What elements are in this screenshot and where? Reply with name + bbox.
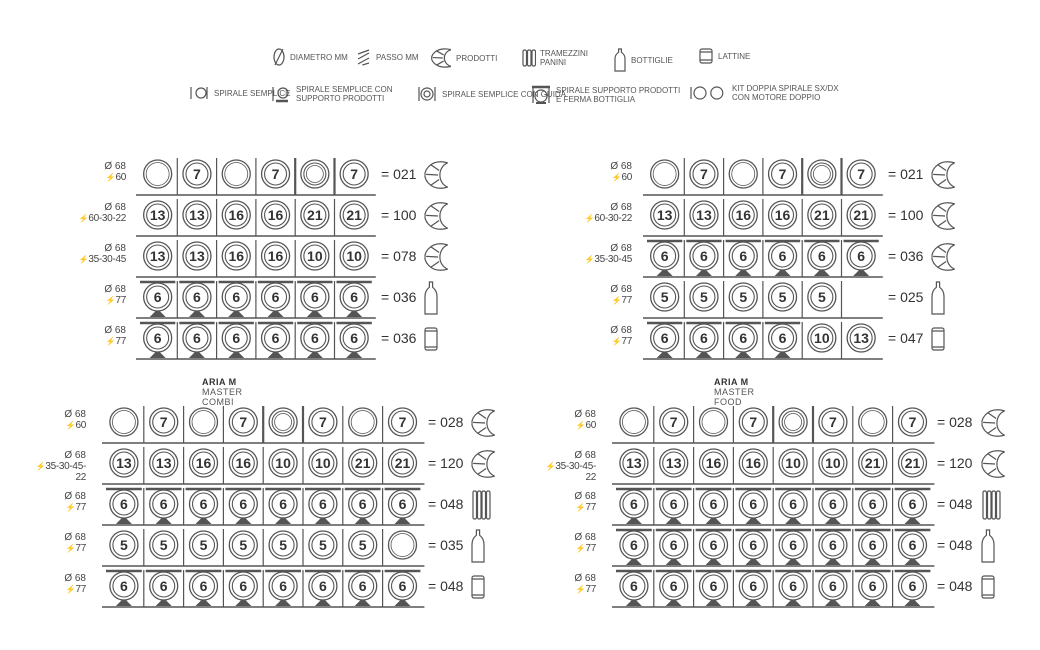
spiral-count: 6 [630, 537, 638, 553]
pitch-value: ⚡35-30-45-22 [35, 461, 86, 483]
pitch-value: ⚡35-30-45-22 [545, 461, 596, 483]
spiral-count: 6 [239, 496, 248, 512]
spiral-count: 6 [193, 330, 201, 346]
spiral-count: 6 [709, 496, 718, 512]
spiral-count: 6 [310, 330, 319, 346]
spiral-cell [694, 529, 732, 566]
pitch-icon: ⚡ [611, 296, 622, 305]
legend-label: SPIRALE SUPPORTO PRODOTTI E FERMA BOTTIGLIA [556, 86, 681, 104]
spiral-count: 6 [868, 578, 877, 594]
pitch-icon: ⚡ [65, 585, 76, 594]
legend-label: SPIRALE SEMPLICE CON GUIDA [442, 89, 567, 99]
spiral-count: 7 [271, 166, 280, 182]
row-total: = 036 [381, 289, 417, 305]
pitch-value: ⚡60 [105, 172, 126, 183]
row-label [536, 491, 596, 513]
spiral-count: 6 [398, 578, 407, 594]
spiral-count: 6 [817, 248, 826, 264]
spiral-cell [654, 488, 692, 525]
row-total: = 036 [888, 248, 924, 264]
diameter-value: Ø 68 [610, 284, 632, 295]
row-total: = 047 [888, 330, 924, 346]
diameter-value: Ø 68 [610, 161, 632, 172]
diameter-value: Ø 68 [610, 202, 632, 213]
spiral-cell [893, 447, 927, 484]
spiral-cell [813, 570, 851, 607]
spiral-count: 5 [700, 289, 708, 305]
spiral-count: 7 [159, 414, 168, 430]
spiral-count: 16 [745, 455, 762, 471]
spiral-count: 6 [310, 289, 319, 305]
spiral-count: 6 [398, 496, 407, 512]
row-label [536, 409, 596, 431]
spiral-count: 6 [271, 330, 280, 346]
spiral-count: 5 [120, 537, 128, 553]
spiral-count: 6 [193, 289, 201, 305]
spiral-count: 5 [660, 289, 669, 305]
pitch-icon: ⚡ [78, 214, 89, 223]
spiral-cell [773, 406, 807, 443]
spiral-count: 13 [665, 455, 682, 471]
spiral-cell [733, 447, 767, 484]
spiral-cell [813, 447, 847, 484]
spiral-count: 16 [735, 207, 752, 223]
spiral-count: 16 [267, 248, 284, 264]
spiral-count: 7 [319, 414, 327, 430]
row-total: = 028 [428, 414, 464, 430]
spiral-count: 6 [749, 537, 758, 553]
spiral-cell [694, 447, 728, 484]
pitch-value: ⚡77 [575, 584, 596, 595]
pitch-value: ⚡77 [105, 336, 126, 347]
spiral-count: 6 [700, 248, 708, 264]
spiral-cell [813, 529, 851, 566]
spiral-cell [893, 488, 931, 525]
diameter-value: Ø 68 [64, 491, 86, 502]
spiral-count: 6 [120, 578, 128, 594]
spiral-cell [620, 408, 648, 436]
legend-label: SPIRALE SEMPLICE CON SUPPORTO PRODOTTI [296, 85, 393, 103]
spiral-count: 7 [857, 166, 866, 182]
spiral-cell [813, 488, 851, 525]
spiral-count: 13 [626, 455, 642, 471]
spiral-cell [654, 447, 688, 484]
row-total: = 048 [937, 578, 973, 594]
spiral-count: 5 [199, 537, 208, 553]
diameter-value: Ø 68 [64, 450, 86, 461]
spiral-count: 21 [864, 455, 881, 471]
spiral-count: 6 [789, 537, 797, 553]
row-label [536, 532, 596, 554]
legend-label: DIAMETRO MM [290, 52, 348, 62]
pitch-value: ⚡60-30-22 [584, 213, 632, 224]
spiral-count: 6 [857, 248, 866, 264]
spiral-count: 6 [829, 578, 837, 594]
row-label [536, 573, 596, 595]
spiral-count: 13 [155, 455, 172, 471]
product-bottle [980, 528, 996, 569]
spiral-count: 6 [669, 496, 678, 512]
spiral-count: 6 [789, 578, 797, 594]
spiral-cell [893, 570, 931, 607]
spiral-count: 16 [705, 455, 722, 471]
spiral-count: 6 [669, 578, 678, 594]
spiral-count: 16 [774, 207, 791, 223]
spiral-count: 6 [868, 537, 877, 553]
spiral-count: 7 [350, 166, 359, 182]
legend-label: BOTTIGLIE [631, 55, 673, 65]
spiral-count: 13 [189, 248, 205, 264]
pitch-icon: ⚡ [575, 421, 586, 430]
pitch-value: ⚡77 [65, 502, 86, 513]
can-icon [980, 574, 996, 600]
spiral-count: 7 [398, 414, 407, 430]
dividers-icon [980, 488, 1002, 522]
pitch-icon: ⚡ [65, 421, 76, 430]
spiral-count: 10 [346, 248, 362, 264]
spiral-cell [733, 488, 771, 525]
spiral-cell [853, 570, 891, 607]
spiral-count: 6 [350, 289, 359, 305]
row-total: = 048 [428, 496, 464, 512]
pitch-value: ⚡77 [65, 584, 86, 595]
product-can [980, 574, 996, 605]
diameter-value: Ø 68 [64, 409, 86, 420]
pitch-icon: ⚡ [65, 544, 76, 553]
spiral-count: 6 [700, 330, 708, 346]
spiral-cell [893, 406, 927, 443]
pitch-value: ⚡60 [611, 172, 632, 183]
spiral-count: 6 [739, 248, 748, 264]
spiral-count: 6 [159, 578, 168, 594]
spiral-cell [853, 529, 891, 566]
spiral-count: 13 [149, 248, 166, 264]
bottle-icon [980, 528, 996, 564]
spiral-cell [654, 406, 688, 443]
spiral-count: 7 [239, 414, 248, 430]
pitch-value: ⚡77 [575, 543, 596, 554]
spiral-cell [616, 571, 652, 606]
pitch-value: ⚡35-30-45 [584, 254, 632, 265]
spiral-cell [654, 529, 692, 566]
spiral-count: 5 [778, 289, 787, 305]
pitch-value: ⚡77 [65, 543, 86, 554]
spiral-count: 5 [159, 537, 168, 553]
product-croissant [980, 448, 1006, 485]
spiral-count: 7 [193, 166, 201, 182]
diameter-value: Ø 68 [104, 202, 126, 213]
diameter-value: Ø 68 [574, 409, 596, 420]
spiral-cell [893, 529, 931, 566]
pitch-icon: ⚡ [575, 585, 586, 594]
pitch-icon: ⚡ [545, 462, 556, 471]
spiral-count: 16 [235, 455, 252, 471]
diameter-value: Ø 68 [64, 573, 86, 584]
product-dividers [980, 488, 1002, 527]
spiral-count: 6 [778, 248, 787, 264]
spiral-cell [773, 488, 811, 525]
pitch-value: ⚡77 [575, 502, 596, 513]
pitch-icon: ⚡ [105, 296, 116, 305]
spiral-count: 16 [195, 455, 212, 471]
row-total: = 100 [381, 207, 417, 223]
spiral-count: 5 [319, 537, 327, 553]
spiral-cell [616, 530, 652, 565]
pitch-icon: ⚡ [65, 503, 76, 512]
pitch-value: ⚡77 [611, 295, 632, 306]
spiral-count: 6 [630, 496, 638, 512]
pitch-value: ⚡77 [611, 336, 632, 347]
pitch-value: ⚡77 [105, 295, 126, 306]
spiral-count: 6 [279, 496, 287, 512]
spiral-count: 6 [199, 496, 208, 512]
spiral-cell [773, 570, 811, 607]
row-total: = 120 [428, 455, 464, 471]
legend-label: KIT DOPPIA SPIRALE SX/DX CON MOTORE DOPPIO [732, 84, 839, 102]
legend-label: LATTINE [718, 51, 751, 61]
layout-title: ARIA M MASTER FOOD [714, 377, 755, 407]
spiral-count: 10 [814, 330, 830, 346]
pitch-icon: ⚡ [105, 337, 116, 346]
row-total: = 048 [937, 496, 973, 512]
spiral-count: 6 [749, 496, 758, 512]
spiral-count: 6 [358, 578, 367, 594]
spiral-cell [733, 406, 767, 443]
spiral-count: 7 [908, 414, 917, 430]
spiral-count: 6 [739, 330, 748, 346]
spiral-count: 6 [271, 289, 280, 305]
spiral-count: 10 [307, 248, 323, 264]
spiral-cell [733, 529, 771, 566]
row-total: = 078 [381, 248, 417, 264]
pitch-icon: ⚡ [35, 462, 46, 471]
spiral-cell [616, 489, 652, 524]
spiral-count: 7 [749, 414, 758, 430]
diameter-value: Ø 68 [574, 573, 596, 584]
spiral-count: 6 [660, 330, 669, 346]
row-total: = 120 [937, 455, 973, 471]
spiral-cell [654, 570, 692, 607]
pitch-value: ⚡60 [575, 420, 596, 431]
spiral-count: 6 [630, 578, 638, 594]
spiral-cell [853, 488, 891, 525]
legend-label: PRODOTTI [456, 53, 498, 63]
spiral-count: 6 [669, 537, 678, 553]
pitch-icon: ⚡ [78, 255, 89, 264]
spiral-count: 10 [315, 455, 331, 471]
spiral-count: 6 [153, 330, 162, 346]
diameter-value: Ø 68 [64, 532, 86, 543]
spiral-count: 10 [785, 455, 801, 471]
spiral-count: 6 [319, 578, 327, 594]
spiral-count: 21 [814, 207, 830, 223]
spiral-count: 6 [709, 578, 718, 594]
spiral-count: 6 [749, 578, 758, 594]
spiral-cell [773, 447, 807, 484]
spiral-count: 16 [228, 248, 245, 264]
spiral-count: 16 [267, 207, 284, 223]
spiral-count: 10 [275, 455, 291, 471]
diameter-value: Ø 68 [574, 450, 596, 461]
spiral-count: 5 [817, 289, 826, 305]
pitch-value: ⚡60-30-22 [78, 213, 126, 224]
spiral-count: 21 [354, 455, 371, 471]
spiral-count: 6 [908, 496, 917, 512]
spiral-count: 6 [829, 496, 837, 512]
spiral-cell [733, 570, 771, 607]
spiral-cell [853, 447, 887, 484]
row-total: = 036 [381, 330, 417, 346]
pitch-icon: ⚡ [105, 173, 116, 182]
spiral-count: 6 [279, 578, 287, 594]
spiral-count: 6 [232, 289, 241, 305]
row-total: = 028 [937, 414, 973, 430]
pitch-value: ⚡35-30-45 [78, 254, 126, 265]
diameter-value: Ø 68 [104, 243, 126, 254]
row-total: = 021 [888, 166, 924, 182]
row-total: = 048 [428, 578, 464, 594]
diameter-value: Ø 68 [610, 243, 632, 254]
pitch-icon: ⚡ [611, 173, 622, 182]
croissant-icon [980, 448, 1006, 480]
spiral-count: 6 [350, 330, 359, 346]
spiral-count: 13 [656, 207, 673, 223]
spiral-count: 6 [199, 578, 208, 594]
product-croissant [980, 407, 1006, 444]
spiral-count: 6 [660, 248, 669, 264]
spiral-count: 21 [904, 455, 921, 471]
diameter-value: Ø 68 [610, 325, 632, 336]
spiral-count: 13 [149, 207, 166, 223]
spiral-count: 21 [394, 455, 411, 471]
row-total: = 035 [428, 537, 464, 553]
spiral-count: 6 [709, 537, 718, 553]
spiral-count: 6 [908, 537, 917, 553]
legend-label: PASSO MM [376, 52, 419, 62]
diameter-value: Ø 68 [574, 532, 596, 543]
spiral-count: 21 [853, 207, 869, 223]
legend-label: SPIRALE SEMPLICE [214, 88, 291, 98]
row-label [536, 450, 596, 483]
legend-label: TRAMEZZINI PANINI [540, 49, 588, 67]
pitch-icon: ⚡ [584, 255, 595, 264]
spiral-count: 6 [908, 578, 917, 594]
spiral-count: 21 [307, 207, 323, 223]
spiral-cell [694, 488, 732, 525]
spiral-count: 6 [120, 496, 128, 512]
spiral-count: 7 [669, 414, 678, 430]
spiral-count: 7 [700, 166, 708, 182]
layout-title: ARIA M MASTER COMBI [202, 377, 243, 407]
spiral-count: 10 [825, 455, 841, 471]
pitch-icon: ⚡ [584, 214, 595, 223]
croissant-icon [980, 407, 1006, 439]
spiral-count: 6 [159, 496, 168, 512]
spiral-count: 13 [116, 455, 132, 471]
spiral-count: 13 [853, 330, 869, 346]
diameter-value: Ø 68 [104, 325, 126, 336]
spiral-count: 21 [346, 207, 362, 223]
row-total: = 048 [937, 537, 973, 553]
spiral-count: 5 [239, 537, 248, 553]
spiral-count: 6 [239, 578, 248, 594]
spiral-cell [694, 570, 732, 607]
spiral-cell [620, 449, 648, 477]
spiral-cell [813, 406, 847, 443]
pitch-value: ⚡60 [65, 420, 86, 431]
spiral-count: 13 [189, 207, 205, 223]
pitch-icon: ⚡ [575, 544, 586, 553]
spiral-count: 5 [358, 537, 367, 553]
spiral-cell [853, 406, 887, 443]
diameter-value: Ø 68 [574, 491, 596, 502]
spiral-cell [694, 406, 728, 443]
pitch-icon: ⚡ [575, 503, 586, 512]
spiral-count: 7 [829, 414, 837, 430]
spiral-count: 6 [232, 330, 241, 346]
spiral-count: 6 [358, 496, 367, 512]
spiral-count: 5 [739, 289, 748, 305]
spiral-count: 6 [829, 537, 837, 553]
row-total: = 021 [381, 166, 417, 182]
spiral-count: 6 [153, 289, 162, 305]
diameter-value: Ø 68 [104, 284, 126, 295]
spiral-count: 7 [778, 166, 787, 182]
spiral-count: 6 [778, 330, 787, 346]
spiral-count: 5 [279, 537, 287, 553]
spiral-count: 13 [696, 207, 712, 223]
spiral-count: 6 [319, 496, 327, 512]
pitch-icon: ⚡ [611, 337, 622, 346]
row-total: = 100 [888, 207, 924, 223]
spiral-count: 6 [789, 496, 797, 512]
spiral-cell [773, 529, 811, 566]
diameter-value: Ø 68 [104, 161, 126, 172]
spiral-count: 16 [228, 207, 245, 223]
spiral-count: 6 [868, 496, 877, 512]
row-total: = 025 [888, 289, 924, 305]
